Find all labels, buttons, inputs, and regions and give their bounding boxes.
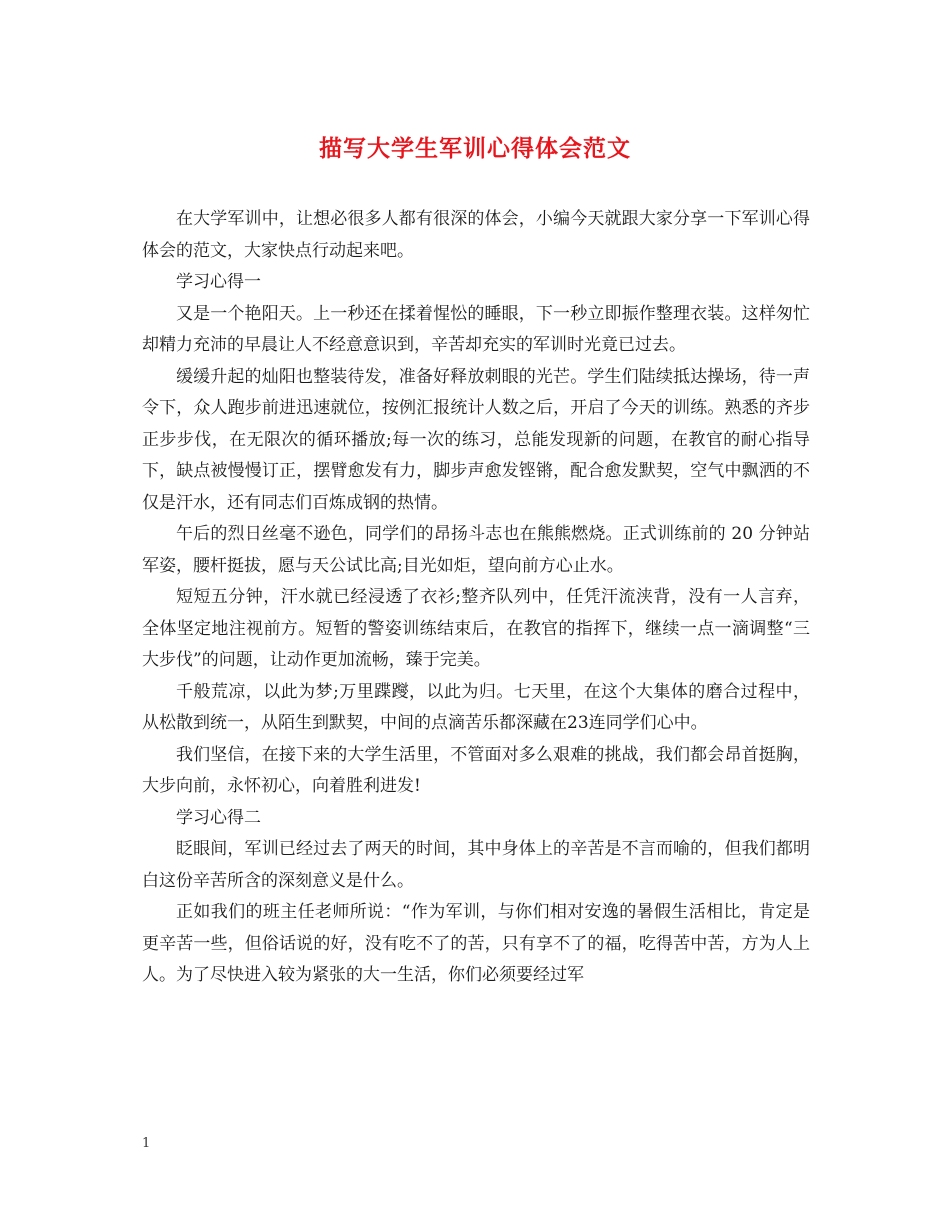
paragraph: 眨眼间，军训已经过去了两天的时间，其中身体上的辛苦是不言而喻的，但我们都明白这份辛苦所含的深刻意义是什么。 [142, 839, 810, 891]
paragraph: 正如我们的班主任老师所说：“作为军训，与你们相对安逸的暑假生活相比，肯定是更辛苦一些，但俗话说的好，没有吃不了的苦，只有享不了的福，吃得苦中苦，方为人上人。为了尽快进入较为紧张的大一生活，你们必须要经过军 [142, 902, 810, 985]
paragraph: 千般荒凉，以此为梦;万里蹀躞，以此为归。七天里，在这个大集体的磨合过程中，从松散到统一，从陌生到默契，中间的点滴苦乐都深藏在23连同学们心中。 [142, 681, 810, 733]
paragraph: 缓缓升起的灿阳也整装待发，准备好释放刺眼的光芒。学生们陆续抵达操场，待一声令下，众人跑步前进迅速就位，按例汇报统计人数之后，开启了今天的训练。熟悉的齐步正步步伐，在无限次的循环播放;每一次的练习，总能发现新的问题，在教官的耐心指导下，缺点被慢慢订正，摆臂愈发有力，脚步声愈发铿锵，配合愈发默契，空气中飘洒的不仅是汗水，还有同志们百炼成钢的热情。 [142, 366, 810, 513]
page-number: 1 [142, 1136, 151, 1151]
paragraph: 短短五分钟，汗水就已经浸透了衣衫;整齐队列中，任凭汗流浃背，没有一人言弃，全体坚定地注视前方。短暂的警姿训练结束后，在教官的指挥下，继续一点一滴调整“三大步伐”的问题，让动作更加流畅，臻于完美。 [142, 587, 810, 670]
paragraph: 午后的烈日丝毫不逊色，同学们的昂扬斗志也在熊熊燃烧。正式训练前的 20 分钟站军姿，腰杆挺拔，愿与天公试比高;目光如炬，望向前方心止水。 [142, 524, 810, 576]
document-body [142, 204, 810, 992]
section-heading-2: 学习心得二 [176, 807, 261, 828]
paragraph-intro: 在大学军训中，让想必很多人都有很深的体会，小编今天就跟大家分享一下军训心得体会的范文，大家快点行动起来吧。 [142, 209, 810, 261]
section-heading-1: 学习心得一 [176, 272, 261, 292]
paragraph: 我们坚信，在接下来的大学生活里，不管面对多么艰难的挑战，我们都会昂首挺胸，大步向前，永怀初心，向着胜利进发! [142, 744, 810, 796]
paragraph: 又是一个艳阳天。上一秒还在揉着惺忪的睡眼，下一秒立即振作整理衣装。这样匆忙却精力充沛的早晨让人不经意意识到，辛苦却充实的军训时光竟已过去。 [142, 303, 810, 355]
document-title: 描写大学生军训心得体会范文 [319, 135, 631, 162]
